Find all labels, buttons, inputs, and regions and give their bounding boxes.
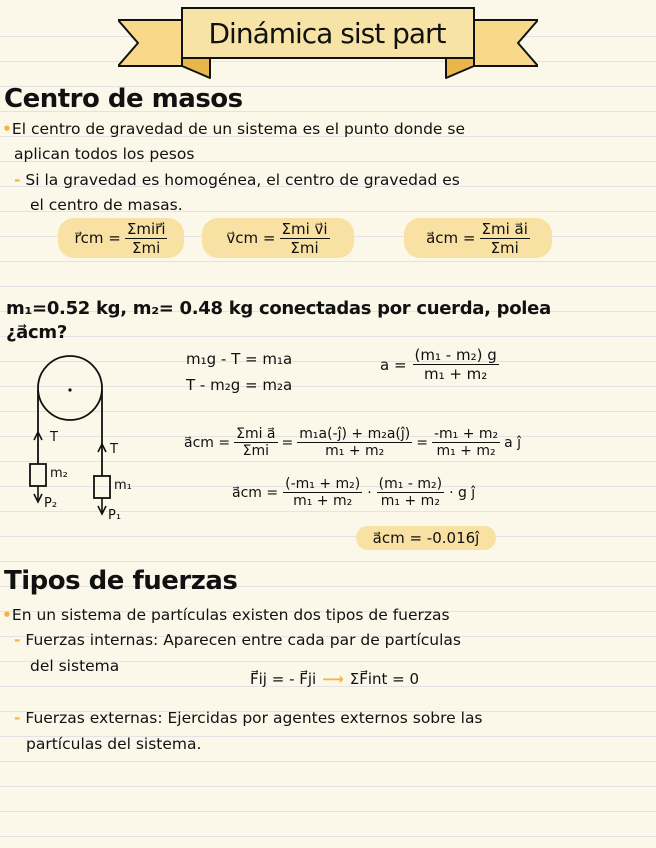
section-heading-tipos-de-fuerzas: Tipos de fuerzas	[4, 566, 238, 596]
page-title: Dinámica sist part	[208, 16, 446, 50]
section-heading-centro-de-masos: Centro de masos	[4, 84, 243, 114]
sub-bullet-fuerzas-internas: - Fuerzas internas: Aparecen entre cada par de partículas	[14, 631, 461, 649]
acm-derivation-2: a⃗cm = $\frac{\text{(-m₁ + m₂)}}{\text{m₁ + m₂}}$ · $\frac{\text{(m₁ - m₂)}}{\text{m₁ + m₂}}$ · g ĵ	[232, 476, 476, 509]
dash-marker: -	[14, 709, 21, 727]
title-banner	[118, 6, 538, 80]
formula-v-cm-lhs: v⃗cm =	[226, 229, 276, 247]
tension-label-left: T	[50, 430, 58, 445]
internal-forces-equation: F⃗ij = - F⃗ji ⟶ ΣF⃗int = 0	[250, 670, 420, 688]
equation-m1: m₁g - T = m₁a	[186, 350, 293, 368]
problem-statement: m₁=0.52 kg, m₂= 0.48 kg conectadas por cuerda, polea	[6, 298, 551, 319]
formula-v-cm-fraction: $\frac{\text{Σmi v⃗i}}{\text{Σmi}}$	[281, 219, 328, 257]
formula-a-cm-lhs: a⃗cm =	[426, 229, 476, 247]
problem-question: ¿a⃗cm?	[6, 322, 67, 343]
mass-label-m2: m₂	[50, 466, 68, 481]
acm-derivation-1: a⃗cm = $\frac{\text{Σmi a⃗}}{\text{Σmi}}$ = $\frac{\text{m₁a(-ĵ) + m₂a(ĵ)}}{\text{m₁ + m₂}}$ = $\frac{\text{-m₁ + m₂}}{\text{m₁ + m₂}}$ a ĵ	[184, 426, 522, 459]
pulley-icon	[20, 352, 140, 522]
bullet-tipos-fuerzas: •En un sistema de partículas existen dos tipos de fuerzas	[2, 606, 450, 624]
sub-bullet-fuerzas-externas-cont: partículas del sistema.	[26, 735, 202, 753]
formula-v-cm	[202, 218, 354, 258]
equation-m2: T - m₂g = m₂a	[186, 376, 293, 394]
dash-marker: -	[14, 171, 21, 189]
formula-a-cm-fraction: $\frac{\text{Σmi a⃗i}}{\text{Σmi}}$	[481, 219, 528, 257]
bullet-centro-gravedad-cont: aplican todos los pesos	[14, 145, 195, 163]
bullet-dot: •	[2, 606, 12, 624]
formula-r-cm-fraction: $\frac{\text{Σmir⃗i}}{\text{Σmi}}$	[126, 219, 166, 257]
weight-label-p1: P₁	[108, 508, 122, 523]
formula-r-cm-lhs: r⃗cm =	[74, 229, 121, 247]
tension-label-right: T	[110, 442, 118, 457]
dash-marker: -	[14, 631, 21, 649]
sub-bullet-gravedad-homogenea-cont: el centro de masas.	[30, 196, 183, 214]
bullet-centro-gravedad: •El centro de gravedad de un sistema es el punto donde se	[2, 120, 465, 138]
sub-bullet-fuerzas-externas: - Fuerzas externas: Ejercidas por agentes externos sobre las	[14, 709, 483, 727]
acceleration-formula: a = $\frac{\text{(m₁ - m₂) g}}{\text{m₁ + m₂}}$	[380, 346, 497, 383]
bullet-dot: •	[2, 120, 12, 138]
sub-bullet-gravedad-homogenea: - Si la gravedad es homogénea, el centro de gravedad es	[14, 171, 460, 189]
sub-bullet-fuerzas-internas-cont: del sistema	[30, 657, 120, 675]
pulley-diagram	[20, 352, 140, 522]
arrow-right-icon: ⟶	[322, 670, 344, 688]
weight-label-p2: P₂	[44, 496, 58, 511]
mass-label-m1: m₁	[114, 478, 132, 493]
result-acm: a⃗cm = -0.016ĵ	[356, 526, 496, 550]
formula-r-cm	[58, 218, 184, 258]
formula-a-cm	[404, 218, 552, 258]
